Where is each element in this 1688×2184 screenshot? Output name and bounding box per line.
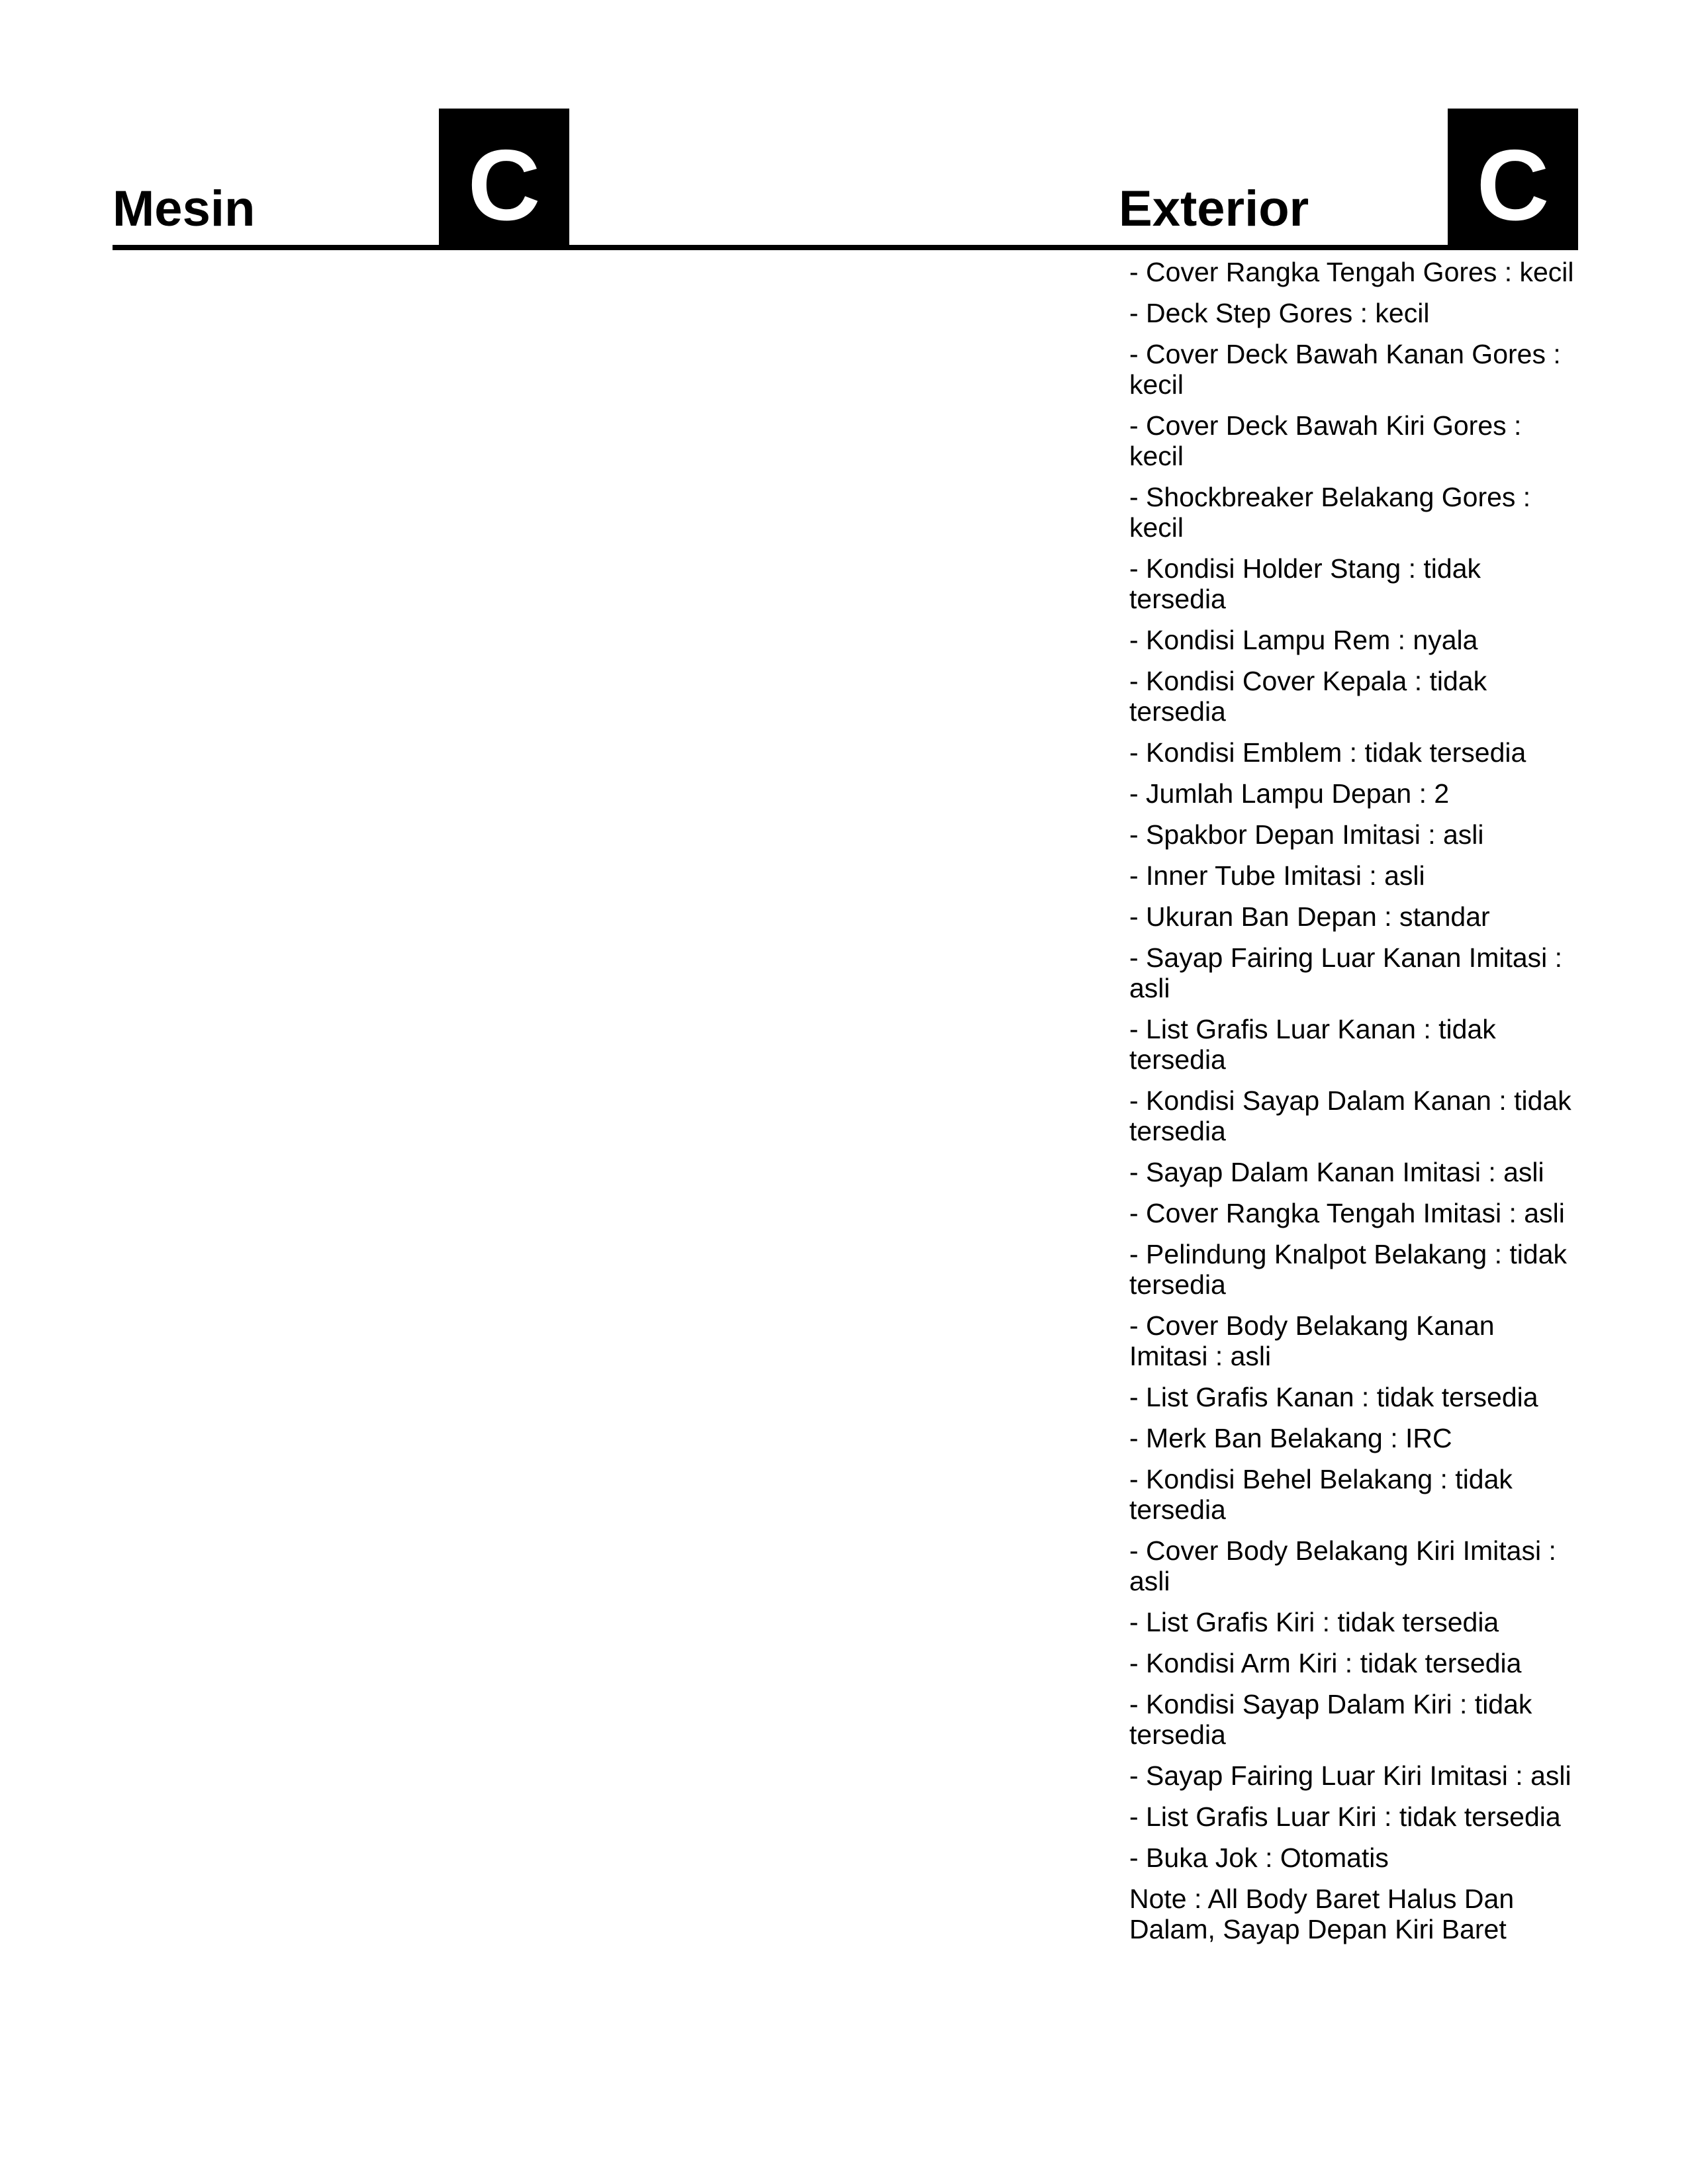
exterior-condition-item: - Cover Deck Bawah Kiri Gores : kecil — [1129, 410, 1522, 471]
exterior-condition-item: - Inner Tube Imitasi : asli — [1129, 860, 1425, 891]
exterior-condition-item: - Kondisi Arm Kiri : tidak tersedia — [1129, 1648, 1522, 1678]
exterior-condition-item: - Sayap Dalam Kanan Imitasi : asli — [1129, 1157, 1544, 1187]
mesin-section — [113, 106, 569, 250]
exterior-condition-item: - Kondisi Lampu Rem : nyala — [1129, 625, 1478, 655]
exterior-condition-list — [1129, 257, 1579, 1955]
exterior-section — [1119, 106, 1578, 250]
exterior-condition-item: - List Grafis Luar Kanan : tidak tersedia — [1129, 1014, 1496, 1075]
exterior-condition-item: - Cover Deck Bawah Kanan Gores : kecil — [1129, 339, 1561, 400]
exterior-condition-item: - Sayap Fairing Luar Kanan Imitasi : asli — [1129, 942, 1563, 1003]
exterior-condition-item: - Kondisi Sayap Dalam Kiri : tidak tersedia — [1129, 1689, 1532, 1750]
exterior-title: Exterior — [1119, 181, 1309, 237]
exterior-condition-item: - Kondisi Sayap Dalam Kanan : tidak tersedia — [1129, 1085, 1571, 1146]
exterior-condition-item: - List Grafis Kanan : tidak tersedia — [1129, 1382, 1538, 1412]
mesin-title: Mesin — [113, 181, 256, 237]
exterior-condition-item: - Kondisi Behel Belakang : tidak tersedia — [1129, 1464, 1513, 1525]
exterior-condition-item: - Cover Body Belakang Kanan Imitasi : asli — [1129, 1310, 1495, 1371]
exterior-condition-item: - Jumlah Lampu Depan : 2 — [1129, 778, 1450, 809]
exterior-condition-item: - Sayap Fairing Luar Kiri Imitasi : asli — [1129, 1760, 1571, 1791]
exterior-condition-item: - Spakbor Depan Imitasi : asli — [1129, 819, 1484, 850]
exterior-condition-item: - Ukuran Ban Depan : standar — [1129, 901, 1490, 932]
exterior-condition-item: - Kondisi Holder Stang : tidak tersedia — [1129, 553, 1481, 614]
exterior-condition-item: - Cover Rangka Tengah Imitasi : asli — [1129, 1198, 1565, 1228]
exterior-condition-item: Note : All Body Baret Halus Dan Dalam, Sayap Depan Kiri Baret — [1129, 1884, 1515, 1944]
exterior-condition-item: - Deck Step Gores : kecil — [1129, 298, 1430, 328]
exterior-condition-item: - Kondisi Emblem : tidak tersedia — [1129, 737, 1526, 768]
exterior-condition-item: - Shockbreaker Belakang Gores : kecil — [1129, 482, 1531, 543]
exterior-condition-item: - Pelindung Knalpot Belakang : tidak tersedia — [1129, 1239, 1568, 1300]
exterior-condition-item: - Merk Ban Belakang : IRC — [1129, 1423, 1452, 1453]
exterior-condition-item: - Cover Rangka Tengah Gores : kecil — [1129, 257, 1574, 287]
exterior-grade-badge: C — [1448, 109, 1578, 250]
mesin-grade-badge: C — [439, 109, 569, 250]
exterior-condition-item: - List Grafis Kiri : tidak tersedia — [1129, 1607, 1499, 1637]
exterior-condition-item: - Buka Jok : Otomatis — [1129, 1843, 1389, 1873]
header-divider — [113, 245, 1578, 250]
exterior-condition-item: - Cover Body Belakang Kiri Imitasi : asli — [1129, 1535, 1556, 1596]
exterior-condition-item: - List Grafis Luar Kiri : tidak tersedia — [1129, 1801, 1561, 1832]
exterior-condition-item: - Kondisi Cover Kepala : tidak tersedia — [1129, 666, 1487, 727]
